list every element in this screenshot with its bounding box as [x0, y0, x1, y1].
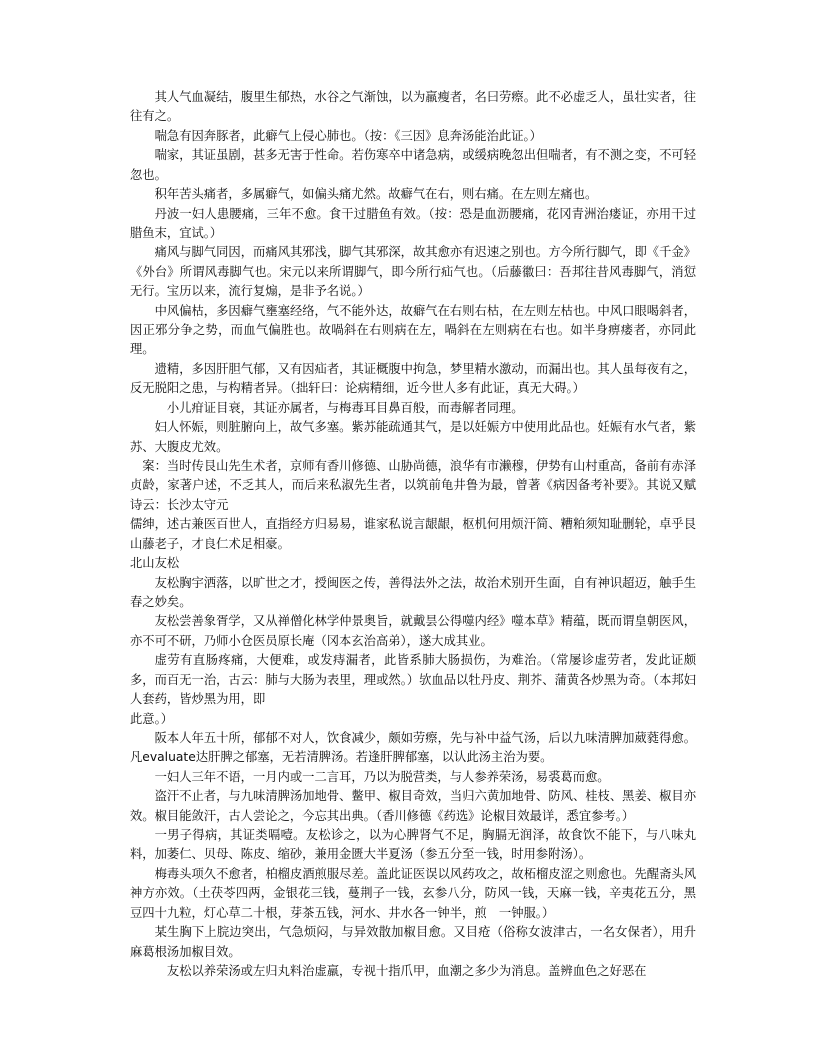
document-paragraph: 儒绅，述古兼医百世人，直指经方归易易，谁家私说言龈龈，枢机何用烦汗简、糟粕须知耻删轮，卓乎艮山藤老子，才良仁术足相豪。 — [130, 517, 696, 551]
document-paragraph: 喘急有因奔豚者，此癖气上侵心肺也。（按：《三因》息奔汤能治此证。） — [154, 128, 542, 143]
document-paragraph: 友松以养荣汤或左归丸料治虚羸，专视十指爪甲，血潮之多少为消息。盖辨血色之好恶在 — [154, 963, 647, 978]
document-paragraph: 盗汗不止者，与九味清脾汤加地骨、鳖甲、椒目奇效，当归六黄加地骨、防风、桂枝、黑姜、椒目亦效。椒目能敛汗，古人尝论之，今忘其出典。（香川修德《药选》论椒目效最详，悉宜参考。） — [130, 789, 696, 823]
document-paragraph: 虚劳有直肠疼痛，大便难，或发痔漏者，此皆系肺大肠损伤，为难治。（常屡诊虚劳者，发此证颇多，而百无一治，古云：肺与大肠为表里，理或然。）欤血品以牡丹皮、荆芥、蒲黄各炒黑为奇。（本邦妇人套药，皆炒黑为用，即 — [130, 653, 696, 707]
document-paragraph: 案：当时传艮山先生术者，京师有香川修德、山胁尚德，浪华有市濑穆，伊势有山村重高，备前有赤泽贞龄，家著户述，不乏其人，而后来私淑先生者，以筑前龟井鲁为最，曾著《病因备考补要》。其说又赋诗云：长沙太守元 — [130, 459, 696, 512]
document-paragraph: 妇人怀娠，则脏腑向上，故气多塞。紫苏能疏通其气，是以妊娠方中使用此品也。妊娠有水气者，紫苏、大腹皮尤效。 — [130, 420, 696, 454]
document-paragraph: 阪本人年五十所，郁郁不对人，饮食减少，颇如劳瘵，先与补中益气汤，后以九味清脾加葳蕤得愈。凡evaluate达肝脾之郁塞，无若清脾汤。若逢肝脾郁塞，以认此汤主治为要。 — [130, 730, 696, 765]
document-paragraph: 其人气血凝结，腹里生郁热，水谷之气渐蚀，以为羸瘦者，名曰劳瘵。此不必虚乏人，虽壮实者，往往有之。 — [130, 90, 696, 124]
document-paragraph: 遗精，多因肝胆气郁，又有因疝者，其证概腹中拘急，梦里精水激动，而漏出也。其人虽每夜有之，反无脱阳之患，与构精者异。（拙轩曰：论病精细，近今世人多有此证，真无大碍。） — [130, 361, 696, 396]
document-paragraph: 某生胸下上脘边突出，气急烦闷，与异效散加椒目愈。又目疮（俗称女波津古，一名女保者），用升麻葛根汤加椒目效。 — [130, 925, 696, 959]
document-paragraph: 丹波一妇人患腰痛，三年不愈。食干过腊鱼有效。（按：恐是血沥腰痛，花冈青洲治瘘证，亦用干过腊鱼末，宜试。） — [130, 206, 696, 240]
document-paragraph: 此意。） — [130, 711, 174, 726]
document-paragraph: 喘家，其证虽剧，甚多无害于性命。若伤寒卒中诸急病，或缓病晚忽出但喘者，有不测之变，不可轻忽也。 — [130, 148, 696, 182]
document-paragraph: 友松胸宇洒落，以旷世之才，授闽医之传，善得法外之法，故治术别开生面，自有神识超迈，触手生春之妙矣。 — [130, 575, 696, 609]
document-paragraph: 友松尝善象胥学，又从禅僧化林学仲景奥旨，就戴昙公得噬内经》噬本草》精蕴，既而谓皇朝医风，亦不可不研，乃师小仓医员原长庵（冈本玄治高弟），遂大成其业。 — [130, 614, 696, 648]
document-paragraph: 痛风与脚气同因，而痛风其邪浅，脚气其邪深，故其愈亦有迟速之别也。方今所行脚气，即《千金》《外台》所谓风毒脚气也。宋元以来所谓脚气，即今所行疝气也。（后藤徽曰：吾邦往昔风毒脚气，消愆无行。宝历以来，流行复煽，是非予名说。） — [130, 245, 696, 299]
document-paragraph: 一妇人三年不语，一月内或一二言耳，乃以为脱营类，与人参养荣汤，易裘葛而愈。 — [154, 769, 610, 784]
document-body — [130, 88, 696, 981]
document-paragraph: 一男子得病，其证类嗝噎。友松诊之，以为心脾肾气不足，胸膈无润泽，故食饮不能下，与八味丸料，加萎仁、贝母、陈皮、缩砂，兼用金匮大半夏汤（参五分至一钱，时用参附汤）。 — [130, 828, 696, 862]
document-paragraph: 中风偏枯，多因癖气壅塞经络，气不能外达，故癖气在右则右枯，在左则左枯也。中风口眼喝斜者，因正邪分争之势，而血气偏胜也。故喎斜在右则病在左，喎斜在左则病在右也。如半身痹瘘者，亦同此理。 — [130, 303, 696, 357]
document-paragraph: 梅毒头项久不愈者，柏榴皮酒煎服尽差。盖此证医误以风药攻之，故柘榴皮涩之则愈也。先醒斋头风神方亦效。（土茯苓四两，金银花三钱，蔓荆子一钱，玄参八分，防风一钱，天麻一钱，辛夷花五分，黑豆四十九粒，灯心草二十根，芽茶五钱，河水、井水各一钟半，煎 一钟服。） — [130, 866, 696, 920]
document-paragraph: 北山友松 — [130, 556, 180, 571]
document-paragraph: 积年苦头痛者，多属癖气，如偏头痛尤然。故癖气在右，则右痛。在左则左痛也。 — [154, 187, 598, 202]
document-paragraph: 小儿疳证目衰，其证亦属者，与梅毒耳目鼻百般，而毒解者同理。 — [166, 400, 524, 415]
